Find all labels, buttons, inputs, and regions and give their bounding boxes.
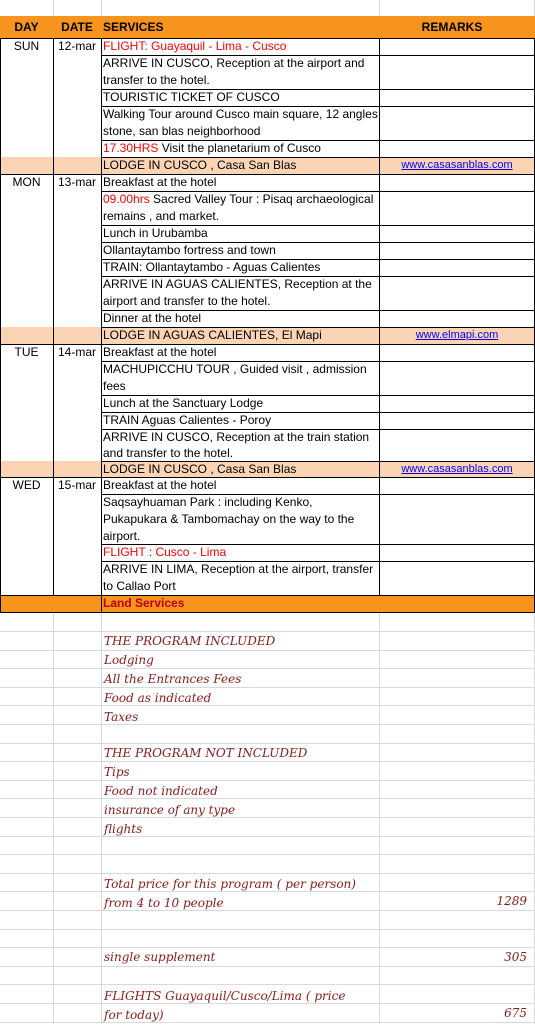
not-included-title: THE PROGRAM NOT INCLUDED (104, 746, 308, 760)
grid-line (0, 761, 535, 762)
table-row[interactable] (0, 106, 535, 140)
day-cell: SUN (13, 39, 40, 53)
grid-line (0, 836, 535, 837)
table-border (379, 38, 380, 595)
table-border (101, 225, 535, 226)
table-row[interactable] (0, 344, 535, 361)
table-border (0, 344, 535, 345)
service-cell: ARRIVE IN CUSCO, Reception at the airport and transfer to the hotel. (103, 56, 365, 87)
not-included-item: Food not indicated (104, 784, 218, 798)
service-cell (101, 140, 379, 157)
grid-line (0, 1003, 535, 1004)
included-item: All the Entrances Fees (104, 672, 242, 686)
empty-cell (53, 461, 101, 477)
table-border (101, 55, 535, 56)
table-row[interactable] (0, 310, 535, 327)
service-cell: FLIGHT: Guayaquil - Lima - Cusco (103, 39, 287, 53)
lodge-link[interactable]: www.casasanblas.com (379, 157, 535, 174)
table-row[interactable] (0, 38, 535, 55)
day-cell: WED (12, 478, 41, 492)
not-included-item: insurance of any type (104, 803, 236, 817)
table-border (101, 259, 535, 260)
table-row[interactable] (0, 140, 535, 157)
total-price-value: 1289 (496, 894, 527, 908)
grid-line (0, 947, 535, 948)
header-remarks: REMARKS (379, 16, 535, 38)
service-cell: LODGE IN CUSCO , Casa San Blas (101, 157, 379, 174)
table-border (101, 106, 535, 107)
service-cell: LODGE IN CUSCO , Casa San Blas (101, 461, 379, 477)
not-included-item: Tips (104, 765, 130, 779)
day-cell: MON (12, 175, 41, 189)
service-cell: Breakfast at the hotel (103, 175, 217, 189)
grid-line (0, 798, 535, 799)
included-title: THE PROGRAM INCLUDED (104, 634, 276, 648)
total-price-label (104, 875, 356, 913)
service-cell: Lunch at the Sanctuary Lodge (103, 396, 264, 410)
table-row[interactable] (0, 259, 535, 276)
included-item: Food as indicated (104, 691, 212, 705)
table-row[interactable] (0, 544, 535, 561)
flights-price-value: 675 (504, 1006, 527, 1020)
table-row[interactable] (0, 174, 535, 191)
grid-line (0, 929, 535, 930)
table-row[interactable] (0, 477, 535, 494)
service-time: 17.30HRS (103, 141, 159, 155)
not-included-section (104, 744, 307, 839)
table-border (101, 561, 535, 562)
flights-price-line: for today) (104, 1008, 164, 1022)
table-border (0, 38, 535, 39)
empty-cell (379, 595, 535, 612)
table-border (101, 395, 535, 396)
lodge-row[interactable] (0, 461, 535, 477)
land-services-label: Land Services (101, 595, 379, 612)
lodge-row[interactable] (0, 327, 535, 344)
empty-cell (0, 595, 53, 612)
service-time: 09.00hrs (103, 192, 150, 206)
table-border (101, 38, 102, 612)
empty-cell (0, 327, 53, 344)
table-row[interactable] (0, 361, 535, 395)
table-border (0, 477, 535, 478)
service-cell: Saqsayhuaman Park : including Kenko, Pukapukara & Tambomachay on the way to the airport. (103, 495, 355, 543)
grid-line (0, 743, 535, 744)
table-row[interactable] (0, 494, 535, 544)
total-price-line: from 4 to 10 people (104, 896, 224, 910)
table-row[interactable] (0, 429, 535, 461)
flights-price-label (104, 987, 345, 1025)
empty-cell (53, 595, 101, 612)
date-cell: 13-mar (57, 175, 96, 189)
table-border (0, 612, 535, 613)
empty-cell (0, 157, 53, 174)
table-border (101, 157, 535, 158)
service-cell: ARRIVE IN CUSCO, Reception at the train station and transfer to the hotel. (103, 430, 370, 460)
table-border (101, 412, 535, 413)
table-border (0, 595, 535, 596)
grid-line (0, 1022, 535, 1023)
empty-cell (0, 461, 53, 477)
day-cell: TUE (14, 345, 39, 359)
service-cell: Walking Tour around Cusco main square, 12 angles stone, san blas neighborhood (103, 107, 378, 138)
header-date: DATE (53, 16, 101, 38)
table-row[interactable] (0, 55, 535, 89)
grid-line (0, 687, 535, 688)
service-text: Sacred Valley Tour : Pisaq archaeological remains , and market. (103, 192, 374, 223)
grid-line (0, 705, 535, 706)
table-border (101, 461, 535, 462)
header-row (0, 16, 535, 38)
grid-line (0, 668, 535, 669)
grid-line (0, 631, 535, 632)
table-border (101, 276, 535, 277)
included-item: Lodging (104, 653, 154, 667)
grid-line (0, 854, 535, 855)
lodge-link[interactable]: www.elmapi.com (379, 327, 535, 344)
grid-line (0, 910, 535, 911)
service-cell: Ollantaytambo fortress and town (103, 243, 276, 257)
table-border (101, 140, 535, 141)
service-cell: FLIGHT : Cusco - Lima (103, 545, 227, 559)
included-item: Taxes (104, 710, 139, 724)
table-border (101, 310, 535, 311)
service-cell (101, 191, 379, 225)
service-cell: TOURISTIC TICKET OF CUSCO (103, 90, 280, 104)
not-included-item: flights (104, 822, 143, 836)
grid-line (0, 817, 535, 818)
table-row[interactable] (0, 412, 535, 429)
service-cell: Lunch in Urubamba (103, 226, 208, 240)
table-border (0, 38, 1, 612)
service-cell: Breakfast at the hotel (103, 478, 217, 492)
table-border (101, 242, 535, 243)
grid-line (0, 966, 535, 967)
table-row[interactable] (0, 225, 535, 242)
empty-cell (53, 157, 101, 174)
grid-line (0, 780, 535, 781)
flights-price-line: FLIGHTS Guayaquil/Cusco/Lima ( price (104, 989, 346, 1003)
table-border (0, 174, 535, 175)
lodge-row[interactable] (0, 157, 535, 174)
table-row[interactable] (0, 191, 535, 225)
table-border (101, 361, 535, 362)
total-price-line: Total price for this program ( per person) (104, 877, 356, 891)
table-border (101, 429, 535, 430)
grid-line (0, 891, 535, 892)
grid-line (0, 724, 535, 725)
table-row[interactable] (0, 89, 535, 106)
single-supplement-value: 305 (504, 950, 527, 964)
service-cell: Breakfast at the hotel (103, 345, 217, 359)
date-cell: 12-mar (57, 39, 96, 53)
service-cell: LODGE IN AGUAS CALIENTES, El Mapi (101, 327, 379, 344)
table-border (101, 544, 535, 545)
header-day: DAY (0, 16, 53, 38)
service-cell: TRAIN: Ollantaytambo - Aguas Calientes (103, 260, 321, 274)
date-cell: 14-mar (57, 345, 96, 359)
header-services: SERVICES (101, 16, 379, 38)
table-border (101, 327, 535, 328)
single-supplement-label: single supplement (104, 950, 216, 964)
table-row[interactable] (0, 242, 535, 259)
empty-cell (53, 327, 101, 344)
grid-line (0, 873, 535, 874)
table-border (101, 191, 535, 192)
table-border (101, 89, 535, 90)
lodge-link[interactable]: www.casasanblas.com (379, 461, 535, 477)
included-section (104, 632, 275, 727)
table-row[interactable] (0, 276, 535, 310)
date-cell: 15-mar (57, 478, 96, 492)
grid-line (0, 984, 535, 985)
service-cell: Dinner at the hotel (103, 311, 202, 325)
table-row[interactable] (0, 395, 535, 412)
land-services-row (0, 595, 535, 612)
service-cell: ARRIVE IN LIMA, Reception at the airport, transfer to Callao Port (103, 562, 374, 593)
table-border (53, 38, 54, 595)
table-row[interactable] (0, 561, 535, 595)
service-text: Visit the planetarium of Cusco (158, 141, 321, 155)
service-cell: TRAIN Aguas Calientes - Poroy (103, 413, 272, 427)
grid-line (0, 650, 535, 651)
service-cell: MACHUPICCHU TOUR , Guided visit , admission fees (103, 362, 367, 393)
service-cell: ARRIVE IN AGUAS CALIENTES, Reception at the airport and transfer to the hotel. (103, 277, 372, 308)
table-border (101, 494, 535, 495)
